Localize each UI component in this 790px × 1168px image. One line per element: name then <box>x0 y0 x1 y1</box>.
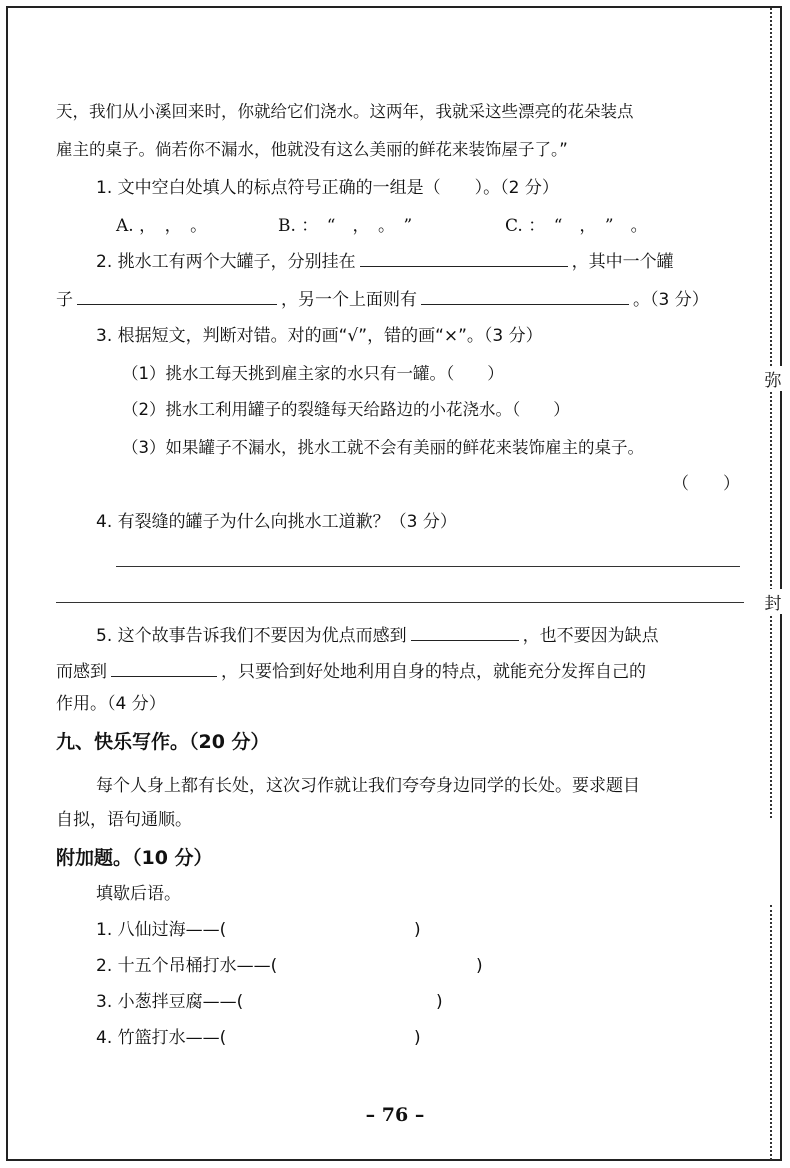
binding-dotted-line-top <box>770 8 772 818</box>
question-5-text-a: 5. 这个故事告诉我们不要因为优点而感到 <box>96 626 407 646</box>
answer-blank[interactable] <box>77 286 277 305</box>
section-9-prompt-line-1: 每个人身上都有长处，这次习作就让我们夸夸身边同学的长处。要求题目 <box>96 776 640 796</box>
extra-item-4 <box>96 1026 226 1050</box>
question-1-option-c: C. ： “ ， ” 。 <box>505 216 648 236</box>
extra-item-label: 2. 十五个吊桶打水——( <box>96 956 278 976</box>
question-2-text-c: 子 <box>56 290 73 310</box>
question-2-text-e: 。（3 分） <box>633 290 709 310</box>
question-2-text-d: ，另一个上面则有 <box>281 290 417 310</box>
question-1-option-b: B. ： “ ， 。 ” <box>278 216 413 236</box>
question-2-text-b: ，其中一个罐 <box>571 252 674 272</box>
answer-blank[interactable] <box>421 286 629 305</box>
extra-item-label: 4. 竹篮打水——( <box>96 1028 227 1048</box>
extra-instruction: 填歇后语。 <box>96 884 181 904</box>
answer-blank[interactable] <box>111 658 217 677</box>
question-3-item-1: （1）挑水工每天挑到雇主家的水只有一罐。（ ） <box>122 364 504 383</box>
extra-item-1-close: ) <box>414 920 421 940</box>
question-4-stem: 4. 有裂缝的罐子为什么向挑水工道歉？（3 分） <box>96 512 457 532</box>
question-1-option-a: A. ， ， 。 <box>116 216 208 236</box>
extra-item-3-close: ) <box>436 992 443 1012</box>
margin-label-feng: 封 <box>762 589 784 614</box>
extra-item-2-close: ) <box>476 956 483 976</box>
question-3-stem: 3. 根据短文，判断对错。对的画“√”，错的画“×”。（3 分） <box>96 326 543 346</box>
extra-item-label: 1. 八仙过海——( <box>96 920 227 940</box>
extra-item-3 <box>96 990 243 1014</box>
extra-item-1 <box>96 918 226 942</box>
question-3-item-3: （3）如果罐子不漏水，挑水工就不会有美丽的鲜花来装饰雇主的桌子。 <box>122 438 644 457</box>
question-5-line-1 <box>96 622 659 648</box>
question-5-text-b: ，也不要因为缺点 <box>522 626 659 646</box>
page-number: – 76 – <box>365 1104 425 1126</box>
question-5-line-2 <box>56 658 646 684</box>
section-9-prompt-line-2: 自拟，语句通顺。 <box>56 810 192 830</box>
question-5-text-d: ，只要恰到好处地利用自身的特点，就能充分发挥自己的 <box>221 662 646 682</box>
passage-line-1: 天，我们从小溪回来时，你就给它们浇水。这两年，我就采这些漂亮的花朵装点 <box>56 102 634 121</box>
extra-section-title: 附加题。（10 分） <box>56 847 213 869</box>
extra-item-label: 3. 小葱拌豆腐——( <box>96 992 244 1012</box>
question-2-line-1 <box>96 248 674 274</box>
margin-label-mi: 弥 <box>762 366 784 391</box>
answer-line[interactable] <box>116 566 740 567</box>
question-5-text-c: 而感到 <box>56 662 107 682</box>
question-2-text-a: 2. 挑水工有两个大罐子，分别挂在 <box>96 252 356 272</box>
answer-line[interactable] <box>56 602 744 603</box>
extra-item-4-close: ) <box>414 1028 421 1048</box>
question-2-line-2 <box>56 286 709 312</box>
passage-line-2: 雇主的桌子。倘若你不漏水，他就没有这么美丽的鲜花来装饰屋子了。” <box>56 140 568 159</box>
question-1-stem: 1. 文中空白处填人的标点符号正确的一组是（ ）。（2 分） <box>96 178 559 198</box>
question-5-line-3: 作用。（4 分） <box>56 694 166 714</box>
question-3-item-3-answer-paren: （ ） <box>672 474 740 494</box>
section-9-title: 九、快乐写作。（20 分） <box>56 731 270 753</box>
extra-item-2 <box>96 954 277 978</box>
answer-blank[interactable] <box>411 622 519 641</box>
answer-blank[interactable] <box>360 248 568 267</box>
question-3-item-2: （2）挑水工利用罐子的裂缝每天给路边的小花浇水。（ ） <box>122 400 570 419</box>
